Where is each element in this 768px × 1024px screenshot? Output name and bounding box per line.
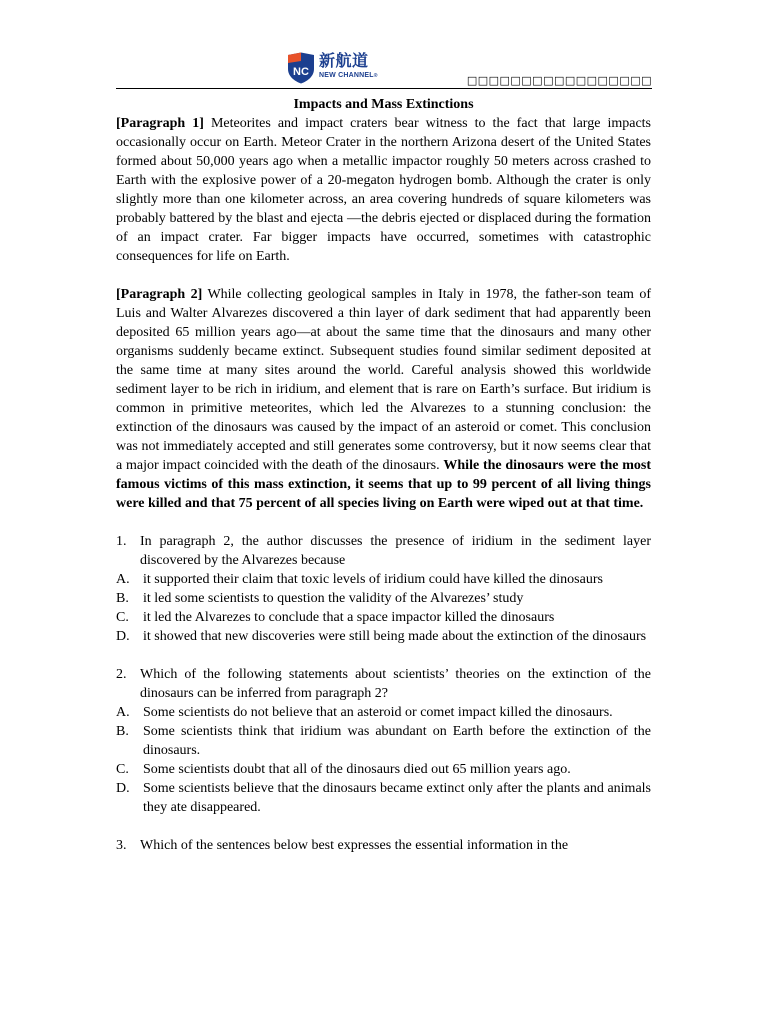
- logo-english-label: NEW CHANNEL: [319, 72, 374, 79]
- page-title: Impacts and Mass Extinctions: [293, 97, 474, 112]
- registered-mark: ®: [373, 73, 378, 79]
- option-text: Some scientists do not believe that an asteroid or comet impact killed the dinosaurs.: [143, 705, 613, 720]
- option-letter: B.: [116, 724, 129, 739]
- answer-option-a[interactable]: [116, 703, 651, 722]
- paragraph-1: [116, 114, 651, 266]
- option-letter: D.: [116, 629, 130, 644]
- paragraph-1-label: [Paragraph 1]: [116, 116, 204, 131]
- logo: [287, 52, 379, 86]
- question-1: [116, 532, 651, 646]
- option-text: Some scientists doubt that all of the dinosaurs died out 65 million years ago.: [143, 762, 571, 777]
- paragraph-2: [116, 285, 651, 513]
- header-right-text: □□□□□□□□□□□□□□□□□: [466, 74, 652, 87]
- option-text: it led some scientists to question the validity of the Alvarezes’ study: [143, 591, 524, 606]
- option-letter: C.: [116, 610, 129, 625]
- answer-option-c[interactable]: [116, 608, 651, 627]
- logo-mark-text: NC: [293, 66, 309, 78]
- logo-english-text: [319, 72, 378, 80]
- option-letter: A.: [116, 705, 130, 720]
- option-letter: C.: [116, 762, 129, 777]
- option-text: it showed that new discoveries were still being made about the extinction of the dinosaurs: [143, 629, 647, 644]
- paragraph-2-text: While collecting geological samples in Italy in 1978, the father-son team of Luis and Walter Alvarezes discovered a thin layer of dark sediment that had apparently been deposited 65 million years ago—at about the same time that the dinosaurs and many other organisms suddenly became extinct. Subsequent studies found similar sediment deposited at the same time at many sites around the world. Careful analysis showed this worldwide sediment layer to be rich in iridium, and element that is rare on Earth’s surface. But iridium is common in primitive meteorites, which led the Alvarezes to a stunning conclusion: the extinction of the dinosaurs was caused by the impact of an asteroid or comet. This conclusion was not immediately accepted and still generates some controversy, but it now seems clear that a major impact coincided with the death of the dinosaurs.: [116, 287, 652, 473]
- paragraph-1-text: Meteorites and impact craters bear witness to the fact that large impacts occasionally occur on Earth. Meteor Crater in the northern Arizona desert of the United States formed about 50,000 years ago when a metallic impactor roughly 50 meters across crashed to Earth with the explosive power of a 20-megaton hydrogen bomb. Although the crater is only slightly more than one kilometer across, an area covering hundreds of square kilometers was probably battered by the blast and ejecta —the debris ejected or displaced during the formation of an impact crater. Far bigger impacts have occurred, sometimes with catastrophic consequences for life on Earth.: [116, 116, 651, 264]
- question-number: 1.: [116, 534, 127, 549]
- logo-chinese-text: 新航道: [319, 51, 369, 70]
- answer-option-c[interactable]: [116, 760, 651, 779]
- option-text: Some scientists believe that the dinosaurs became extinct only after the plants and animals they ate disappeared.: [143, 781, 651, 815]
- nc-shield-icon: [287, 52, 315, 84]
- question-2: [116, 665, 651, 817]
- option-letter: B.: [116, 591, 129, 606]
- option-text: it led the Alvarezes to conclude that a space impactor killed the dinosaurs: [143, 610, 555, 625]
- question-text: In paragraph 2, the author discusses the presence of iridium in the sediment layer discovered by the Alvarezes because: [140, 534, 651, 568]
- option-text: Some scientists think that iridium was abundant on Earth before the extinction of the dinosaurs.: [143, 724, 651, 758]
- question-3: [116, 836, 651, 855]
- paragraph-2-bold-text: While the dinosaurs were the most famous victims of this mass extinction, it seems that up to 99 percent of all living things were killed and that 75 percent of all species living on Earth were wiped out at that time.: [116, 458, 652, 511]
- paragraph-2-label: [Paragraph 2]: [116, 287, 203, 302]
- option-letter: A.: [116, 572, 130, 587]
- option-text: it supported their claim that toxic levels of iridium could have killed the dinosaurs: [143, 572, 603, 587]
- answer-option-d[interactable]: [116, 779, 651, 817]
- question-number: 2.: [116, 667, 127, 682]
- question-number: 3.: [116, 838, 127, 853]
- answer-option-d[interactable]: [116, 627, 651, 646]
- answer-option-b[interactable]: [116, 589, 651, 608]
- option-letter: D.: [116, 781, 130, 796]
- answer-option-a[interactable]: [116, 570, 651, 589]
- question-text: Which of the following statements about scientists’ theories on the extinction of the dinosaurs can be inferred from paragraph 2?: [140, 667, 651, 701]
- document-body: [116, 95, 651, 855]
- page-header: [116, 50, 652, 89]
- answer-option-b[interactable]: [116, 722, 651, 760]
- question-text: Which of the sentences below best expresses the essential information in the: [140, 838, 569, 853]
